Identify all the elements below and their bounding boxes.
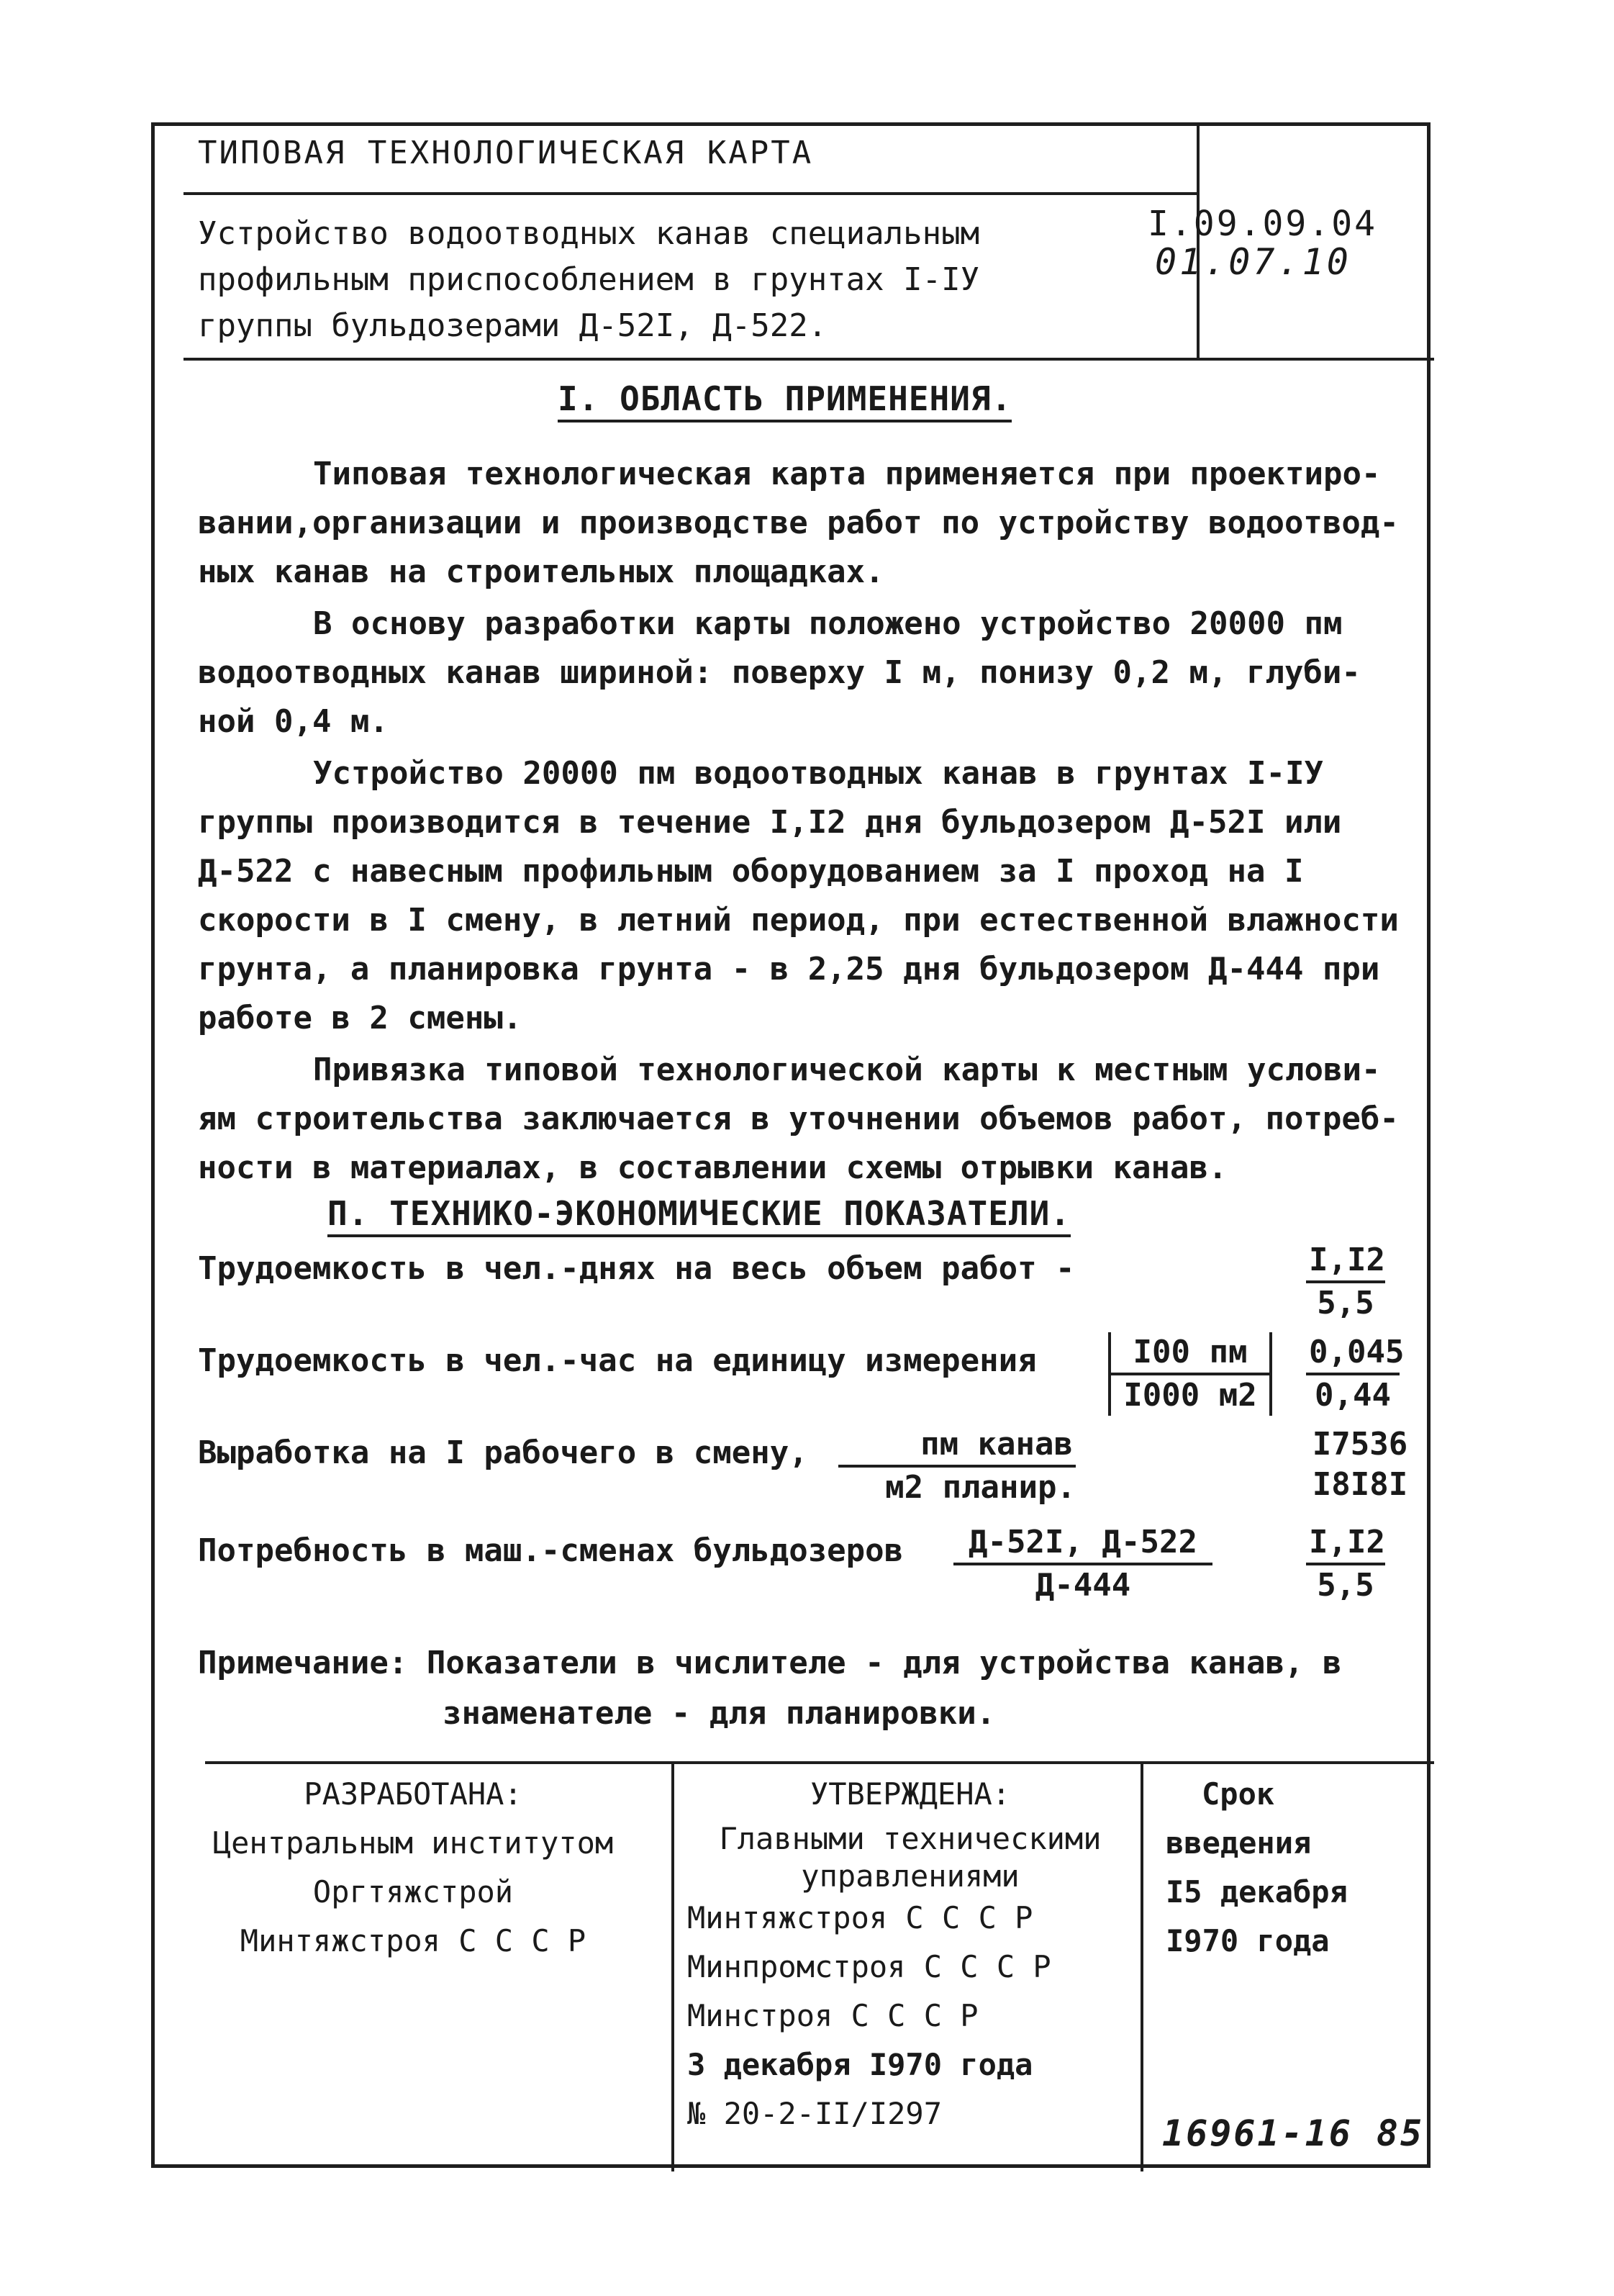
header-title-divider	[183, 192, 1197, 195]
footer-developed-line: Минтяжстроя С С С Р	[240, 1923, 586, 1958]
indicator-output-unit: пм канав м2 планир.	[838, 1424, 1076, 1508]
footer-col-divider-1	[671, 1761, 674, 2171]
section1-paragraph-3: Устройство 20000 пм водоотводных канав в грунтах I-IУ группы производится в течение I,I2 дня бульдозером Д-52I или Д-522 с навесным профильным оборудованием за I проход на I скорости в I смену, в летний период, при естественной влажности грунта, а планировка грунта - в 2,25 дня бульдозером Д-444 при работе в 2 смены.	[198, 755, 1399, 1036]
indicator-labor-days-value: $\frac{I,I2}{5,5}$	[1306, 1240, 1385, 1324]
header-bottom-divider	[183, 358, 1434, 361]
footer-approved-line: Минпромстроя С С С Р	[687, 1949, 1051, 1984]
header-description	[198, 211, 979, 349]
footer-term-line: введения	[1166, 1825, 1312, 1861]
footer-term-line: I970 года	[1166, 1923, 1330, 1958]
indicator-labor-hours-value: $\frac{0,045}{0,44}$	[1306, 1332, 1400, 1416]
note-line-2: знаменателе - для планировки.	[443, 1695, 996, 1732]
footer-col-divider-2	[1141, 1761, 1143, 2171]
section1-paragraph-1: Типовая технологическая карта применяется при проектиро- вании,организации и производстве работ по устройству водоотвод- ных канав на строительных площадках.	[198, 456, 1399, 590]
document-code: I.09.09.04	[1148, 204, 1377, 244]
footer-approved-line: Главными техническими	[719, 1821, 1102, 1856]
indicator-labor-hours-unit: I00 пм I000 м2	[1108, 1332, 1272, 1416]
section1-paragraph-2: В основу разработки карты положено устройство 20000 пм водоотводных канав шириной: поверху I м, понизу 0,2 м, глуби- ной 0,4 м.	[198, 605, 1361, 740]
footer-approved	[687, 1770, 1133, 2138]
footer-developed-heading: РАЗРАБОТАНА:	[304, 1776, 522, 1812]
section1-title: I. ОБЛАСТЬ ПРИМЕНЕНИЯ.	[558, 379, 1012, 418]
header-title: ТИПОВАЯ ТЕХНОЛОГИЧЕСКАЯ КАРТА	[198, 135, 814, 171]
footer-term-line: I5 декабря	[1166, 1874, 1348, 1909]
footer-developed-line: Оргтяжстрой	[312, 1874, 514, 1909]
inventory-stamp: 16961-16 85	[1162, 2112, 1425, 2154]
indicator-labor-days-label: Трудоемкость в чел.-днях на весь объем работ -	[198, 1250, 1075, 1287]
indicator-machine-shifts-label: Потребность в маш.-сменах бульдозеров	[198, 1532, 904, 1569]
document-sheet	[151, 122, 1431, 2168]
indicator-machine-shifts-value: $\frac{I,I2}{5,5}$	[1306, 1522, 1385, 1606]
footer-approved-line: 3 декабря I970 года	[687, 2047, 1033, 2082]
footer-approved-line: управлениями	[801, 1858, 1020, 1894]
section2-title: П. ТЕХНИКО-ЭКОНОМИЧЕСКИЕ ПОКАЗАТЕЛИ.	[327, 1194, 1071, 1233]
footer-approved-line: Минтяжстроя С С С Р	[687, 1900, 1033, 1935]
section1-paragraph-4: Привязка типовой технологической карты к местным услови- ям строительства заключается в уточнении объемов работ, потреб- ности в материалах, в составлении схемы отрывки канав.	[198, 1052, 1399, 1186]
footer-approved-line: № 20-2-II/I297	[687, 2096, 943, 2131]
header-description-line: Устройство водоотводных канав специальным	[198, 215, 980, 252]
note-line-1: Примечание: Показатели в числителе - для устройства канав, в	[198, 1645, 1342, 1681]
indicator-output-label: Выработка на I рабочего в смену,	[198, 1434, 808, 1471]
document-code-handwritten: 01.07.10	[1155, 241, 1351, 283]
footer-term	[1166, 1770, 1425, 1966]
footer-top-divider	[205, 1761, 1434, 1764]
footer-term-line: Срок	[1202, 1776, 1275, 1812]
indicator-labor-hours-label: Трудоемкость в чел.-час на единицу измерения	[198, 1342, 1037, 1379]
footer-approved-heading: УТВЕРЖДЕНА:	[810, 1776, 1011, 1812]
header-description-line: профильным приспособлением в грунтах I-IУ	[198, 261, 980, 298]
footer-developed-line: Центральным институтом	[212, 1825, 614, 1861]
footer-approved-line: Минстроя С С С Р	[687, 1998, 979, 2033]
footer-developed	[155, 1770, 671, 1966]
indicator-output-value: I7536 I8I8I	[1312, 1426, 1408, 1503]
header-description-line: группы бульдозерами Д-52I, Д-522.	[198, 307, 828, 344]
indicator-machine-shifts-unit: Д-52I, Д-522 Д-444	[953, 1522, 1212, 1606]
